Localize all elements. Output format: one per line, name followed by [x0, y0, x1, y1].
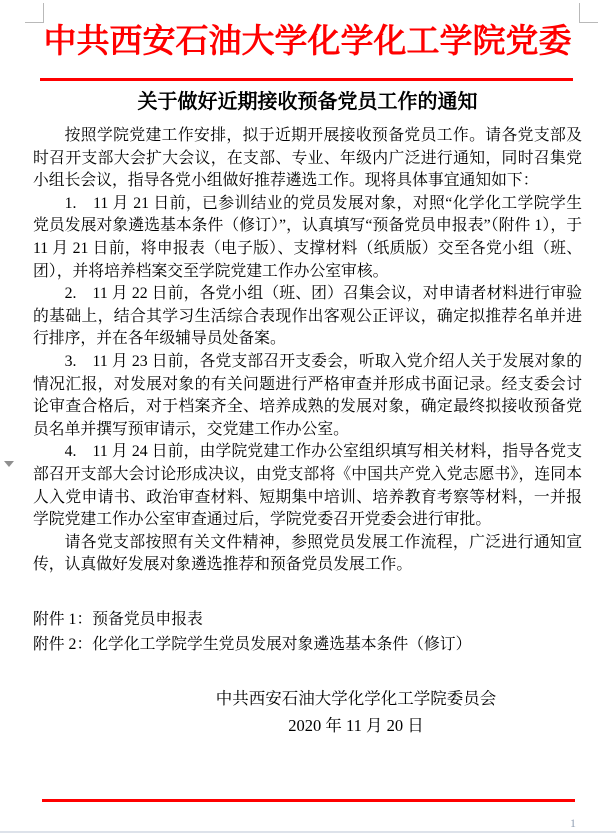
page-number: 1 [570, 816, 576, 830]
notice-body [33, 125, 582, 577]
margin-triangle-icon[interactable] [4, 461, 14, 467]
page-bottom-edge [0, 831, 616, 833]
notice-title: 关于做好近期接收预备党员工作的通知 [137, 91, 478, 113]
letterhead-red-rule [40, 78, 573, 81]
paragraph-item-4: 4. 11 月 24 日前，由学院党建工作办公室组织填写相关材料，指导各党支部召开支部大会讨论形成决议，由党支部将《中国共产党入党志愿书》，连同本人入党申请书、政治审查材料、短期集中培训、培养教育考察等材料，一并报学院党建工作办公室审查通过后，学院党委召开党委会进行审批。 [33, 443, 582, 529]
paragraph-item-2: 2. 11 月 22 日前，各党小组（班、团）召集会议，对申请者材料进行审验的基础上，结合其学习生活综合表现作出客观公正评议，确定拟推荐名单并进行排序，并在各年级辅导员处备案。 [33, 285, 582, 348]
footer-red-rule [42, 799, 575, 802]
paragraph-intro: 按照学院党建工作安排，拟于近期开展接收预备党员工作。请各党支部及时召开支部大会扩大会议，在支部、专业、年级内广泛进行通知，同时召集党小组长会议，指导各党小组做好推荐遴选工作。现将具体事宜通知如下： [33, 127, 582, 190]
page-content [33, 0, 582, 739]
letterhead-title: 中共西安石油大学化学化工学院党委 [43, 22, 572, 59]
signature-block [130, 685, 582, 739]
paragraph-item-3: 3. 11 月 23 日前，各党支部召开支委会，听取入党介绍人关于发展对象的情况汇报，对发展对象的有关问题进行严格审查并形成书面记录。经支委会讨论审查合格后，对于档案齐全、培养成熟的发展对象，确定最终拟接收预备党员名单并撰写预审请示，交党建工作办公室。 [33, 352, 582, 438]
signature-date: 2020 年 11 月 20 日 [288, 715, 424, 735]
signature-organization: 中共西安石油大学化学化工学院委员会 [215, 688, 497, 708]
attachment-line-2: 附件 2：化学化工学院学生党员发展对象遴选基本条件（修订） [33, 635, 472, 653]
attachment-line-1: 附件 1：预备党员申报表 [33, 610, 203, 628]
attachments-list [33, 607, 582, 657]
paragraph-closing: 请各党支部按照有关文件精神，参照党员发展工作流程，广泛进行通知宣传，认真做好发展对象遴选推荐和预备党员发展工作。 [33, 533, 582, 574]
paragraph-item-1: 1. 11 月 21 日前，已参训结业的党员发展对象，对照“化学化工学院学生党员发展对象遴选基本条件（修订）”，认真填写“预备党员申报表”（附件 1），于 11 月 21 日前，将申报表（电子版）、支撑材料（纸质版）交至各党小组（班、团），并将培养档案交至学院党建工作办公室审核。 [33, 194, 582, 280]
